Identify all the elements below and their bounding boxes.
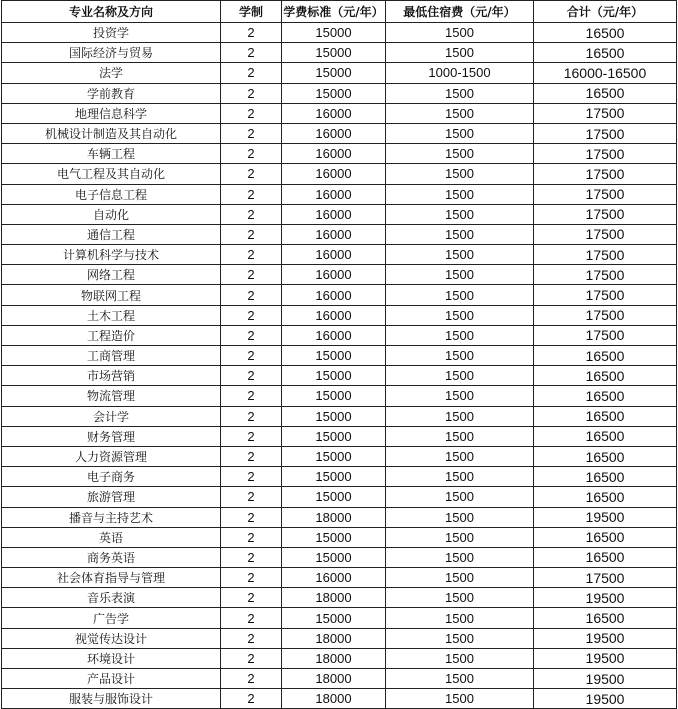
total-cell: 19500 [534, 628, 677, 648]
duration-cell: 2 [221, 224, 282, 244]
table-row [2, 184, 677, 204]
total-cell: 17500 [534, 224, 677, 244]
major-name-cell: 市场营销 [2, 366, 221, 386]
column-header: 学制 [221, 1, 282, 23]
tuition-cell: 16000 [282, 164, 386, 184]
major-name-cell: 车辆工程 [2, 144, 221, 164]
duration-cell: 2 [221, 467, 282, 487]
tuition-cell: 16000 [282, 568, 386, 588]
table-row [2, 23, 677, 43]
duration-cell: 2 [221, 426, 282, 446]
duration-cell: 2 [221, 83, 282, 103]
tuition-cell: 18000 [282, 507, 386, 527]
column-header: 专业名称及方向 [2, 1, 221, 23]
duration-cell: 2 [221, 103, 282, 123]
column-header: 学费标准（元/年） [282, 1, 386, 23]
tuition-cell: 15000 [282, 83, 386, 103]
major-name-cell: 会计学 [2, 406, 221, 426]
duration-cell: 2 [221, 507, 282, 527]
duration-cell: 2 [221, 325, 282, 345]
tuition-cell: 16000 [282, 224, 386, 244]
total-cell: 16500 [534, 608, 677, 628]
duration-cell: 2 [221, 245, 282, 265]
tuition-cell: 16000 [282, 123, 386, 143]
tuition-cell: 16000 [282, 103, 386, 123]
table-row [2, 386, 677, 406]
accommodation-fee-cell: 1500 [386, 164, 534, 184]
tuition-cell: 15000 [282, 43, 386, 63]
table-row [2, 406, 677, 426]
table-row [2, 123, 677, 143]
table-row [2, 507, 677, 527]
tuition-cell: 15000 [282, 386, 386, 406]
accommodation-fee-cell: 1500 [386, 628, 534, 648]
total-cell: 19500 [534, 669, 677, 689]
accommodation-fee-cell: 1500 [386, 285, 534, 305]
total-cell: 17500 [534, 123, 677, 143]
total-cell: 16500 [534, 83, 677, 103]
table-row [2, 305, 677, 325]
tuition-cell: 15000 [282, 467, 386, 487]
table-row [2, 547, 677, 567]
accommodation-fee-cell: 1500 [386, 265, 534, 285]
total-cell: 16500 [534, 547, 677, 567]
duration-cell: 2 [221, 406, 282, 426]
total-cell: 16500 [534, 527, 677, 547]
accommodation-fee-cell: 1500 [386, 608, 534, 628]
column-header: 最低住宿费（元/年） [386, 1, 534, 23]
major-name-cell: 电子商务 [2, 467, 221, 487]
accommodation-fee-cell: 1500 [386, 648, 534, 668]
total-cell: 16500 [534, 467, 677, 487]
accommodation-fee-cell: 1500 [386, 43, 534, 63]
tuition-cell: 15000 [282, 446, 386, 466]
tuition-cell: 15000 [282, 346, 386, 366]
table-row [2, 689, 677, 709]
total-cell: 16500 [534, 366, 677, 386]
duration-cell: 2 [221, 265, 282, 285]
accommodation-fee-cell: 1500 [386, 446, 534, 466]
accommodation-fee-cell: 1500 [386, 386, 534, 406]
major-name-cell: 播音与主持艺术 [2, 507, 221, 527]
major-name-cell: 社会体育指导与管理 [2, 568, 221, 588]
table-row [2, 325, 677, 345]
table-row [2, 527, 677, 547]
major-name-cell: 物流管理 [2, 386, 221, 406]
table-row [2, 265, 677, 285]
duration-cell: 2 [221, 487, 282, 507]
total-cell: 16500 [534, 43, 677, 63]
duration-cell: 2 [221, 608, 282, 628]
total-cell: 17500 [534, 285, 677, 305]
major-name-cell: 物联网工程 [2, 285, 221, 305]
total-cell: 16000-16500 [534, 63, 677, 83]
table-row [2, 446, 677, 466]
tuition-cell: 15000 [282, 23, 386, 43]
duration-cell: 2 [221, 285, 282, 305]
tuition-cell: 16000 [282, 285, 386, 305]
major-name-cell: 通信工程 [2, 224, 221, 244]
duration-cell: 2 [221, 446, 282, 466]
major-name-cell: 地理信息科学 [2, 103, 221, 123]
accommodation-fee-cell: 1500 [386, 588, 534, 608]
accommodation-fee-cell: 1500 [386, 366, 534, 386]
tuition-cell: 16000 [282, 325, 386, 345]
duration-cell: 2 [221, 144, 282, 164]
major-name-cell: 电气工程及其自动化 [2, 164, 221, 184]
duration-cell: 2 [221, 527, 282, 547]
duration-cell: 2 [221, 568, 282, 588]
tuition-cell: 16000 [282, 184, 386, 204]
total-cell: 19500 [534, 689, 677, 709]
duration-cell: 2 [221, 689, 282, 709]
accommodation-fee-cell: 1500 [386, 669, 534, 689]
accommodation-fee-cell: 1500 [386, 204, 534, 224]
total-cell: 16500 [534, 426, 677, 446]
accommodation-fee-cell: 1500 [386, 23, 534, 43]
total-cell: 17500 [534, 568, 677, 588]
major-name-cell: 商务英语 [2, 547, 221, 567]
accommodation-fee-cell: 1500 [386, 426, 534, 446]
duration-cell: 2 [221, 43, 282, 63]
major-name-cell: 国际经济与贸易 [2, 43, 221, 63]
duration-cell: 2 [221, 547, 282, 567]
tuition-cell: 16000 [282, 204, 386, 224]
major-name-cell: 广告学 [2, 608, 221, 628]
tuition-cell: 15000 [282, 608, 386, 628]
duration-cell: 2 [221, 123, 282, 143]
tuition-cell: 18000 [282, 669, 386, 689]
total-cell: 17500 [534, 204, 677, 224]
tuition-cell: 15000 [282, 406, 386, 426]
table-row [2, 467, 677, 487]
table-row [2, 346, 677, 366]
table-row [2, 224, 677, 244]
major-name-cell: 财务管理 [2, 426, 221, 446]
accommodation-fee-cell: 1500 [386, 224, 534, 244]
accommodation-fee-cell: 1500 [386, 507, 534, 527]
accommodation-fee-cell: 1500 [386, 487, 534, 507]
major-name-cell: 工程造价 [2, 325, 221, 345]
accommodation-fee-cell: 1500 [386, 305, 534, 325]
accommodation-fee-cell: 1500 [386, 325, 534, 345]
tuition-cell: 18000 [282, 689, 386, 709]
total-cell: 16500 [534, 446, 677, 466]
tuition-cell: 15000 [282, 63, 386, 83]
duration-cell: 2 [221, 648, 282, 668]
table-row [2, 63, 677, 83]
major-name-cell: 产品设计 [2, 669, 221, 689]
table-row [2, 487, 677, 507]
major-name-cell: 视觉传达设计 [2, 628, 221, 648]
total-cell: 17500 [534, 184, 677, 204]
total-cell: 17500 [534, 144, 677, 164]
major-name-cell: 服装与服饰设计 [2, 689, 221, 709]
total-cell: 16500 [534, 346, 677, 366]
total-cell: 16500 [534, 23, 677, 43]
table-row [2, 43, 677, 63]
major-name-cell: 英语 [2, 527, 221, 547]
total-cell: 19500 [534, 507, 677, 527]
tuition-cell: 15000 [282, 547, 386, 567]
major-name-cell: 工商管理 [2, 346, 221, 366]
major-name-cell: 土木工程 [2, 305, 221, 325]
total-cell: 16500 [534, 487, 677, 507]
total-cell: 17500 [534, 103, 677, 123]
accommodation-fee-cell: 1500 [386, 467, 534, 487]
total-cell: 19500 [534, 648, 677, 668]
tuition-cell: 16000 [282, 305, 386, 325]
major-name-cell: 学前教育 [2, 83, 221, 103]
tuition-cell: 18000 [282, 588, 386, 608]
total-cell: 17500 [534, 164, 677, 184]
tuition-cell: 16000 [282, 265, 386, 285]
duration-cell: 2 [221, 366, 282, 386]
duration-cell: 2 [221, 669, 282, 689]
duration-cell: 2 [221, 628, 282, 648]
total-cell: 17500 [534, 265, 677, 285]
accommodation-fee-cell: 1500 [386, 547, 534, 567]
table-row [2, 144, 677, 164]
table-row [2, 628, 677, 648]
tuition-cell: 18000 [282, 628, 386, 648]
tuition-cell: 16000 [282, 144, 386, 164]
table-row [2, 103, 677, 123]
tuition-cell: 15000 [282, 426, 386, 446]
table-row [2, 366, 677, 386]
major-name-cell: 投资学 [2, 23, 221, 43]
accommodation-fee-cell: 1500 [386, 527, 534, 547]
major-name-cell: 电子信息工程 [2, 184, 221, 204]
tuition-cell: 15000 [282, 487, 386, 507]
total-cell: 16500 [534, 386, 677, 406]
major-name-cell: 旅游管理 [2, 487, 221, 507]
tuition-cell: 16000 [282, 245, 386, 265]
duration-cell: 2 [221, 346, 282, 366]
duration-cell: 2 [221, 23, 282, 43]
major-name-cell: 环境设计 [2, 648, 221, 668]
total-cell: 16500 [534, 406, 677, 426]
duration-cell: 2 [221, 305, 282, 325]
major-name-cell: 计算机科学与技术 [2, 245, 221, 265]
accommodation-fee-cell: 1500 [386, 184, 534, 204]
duration-cell: 2 [221, 386, 282, 406]
accommodation-fee-cell: 1500 [386, 689, 534, 709]
accommodation-fee-cell: 1500 [386, 103, 534, 123]
total-cell: 17500 [534, 305, 677, 325]
table-row [2, 164, 677, 184]
table-row [2, 426, 677, 446]
major-name-cell: 法学 [2, 63, 221, 83]
accommodation-fee-cell: 1500 [386, 123, 534, 143]
total-cell: 17500 [534, 245, 677, 265]
table-row [2, 648, 677, 668]
tuition-cell: 15000 [282, 366, 386, 386]
column-header: 合计（元/年） [534, 1, 677, 23]
tuition-table [1, 0, 677, 709]
duration-cell: 2 [221, 588, 282, 608]
accommodation-fee-cell: 1500 [386, 346, 534, 366]
major-name-cell: 音乐表演 [2, 588, 221, 608]
major-name-cell: 网络工程 [2, 265, 221, 285]
table-row [2, 204, 677, 224]
total-cell: 17500 [534, 325, 677, 345]
duration-cell: 2 [221, 63, 282, 83]
tuition-cell: 18000 [282, 648, 386, 668]
table-row [2, 669, 677, 689]
major-name-cell: 机械设计制造及其自动化 [2, 123, 221, 143]
duration-cell: 2 [221, 164, 282, 184]
duration-cell: 2 [221, 204, 282, 224]
total-cell: 19500 [534, 588, 677, 608]
major-name-cell: 人力资源管理 [2, 446, 221, 466]
header-row [2, 1, 677, 23]
table-row [2, 83, 677, 103]
table-row [2, 245, 677, 265]
table-row [2, 568, 677, 588]
accommodation-fee-cell: 1500 [386, 144, 534, 164]
accommodation-fee-cell: 1500 [386, 83, 534, 103]
accommodation-fee-cell: 1000-1500 [386, 63, 534, 83]
accommodation-fee-cell: 1500 [386, 406, 534, 426]
table-row [2, 608, 677, 628]
table-row [2, 588, 677, 608]
accommodation-fee-cell: 1500 [386, 568, 534, 588]
duration-cell: 2 [221, 184, 282, 204]
table-row [2, 285, 677, 305]
major-name-cell: 自动化 [2, 204, 221, 224]
accommodation-fee-cell: 1500 [386, 245, 534, 265]
tuition-cell: 15000 [282, 527, 386, 547]
